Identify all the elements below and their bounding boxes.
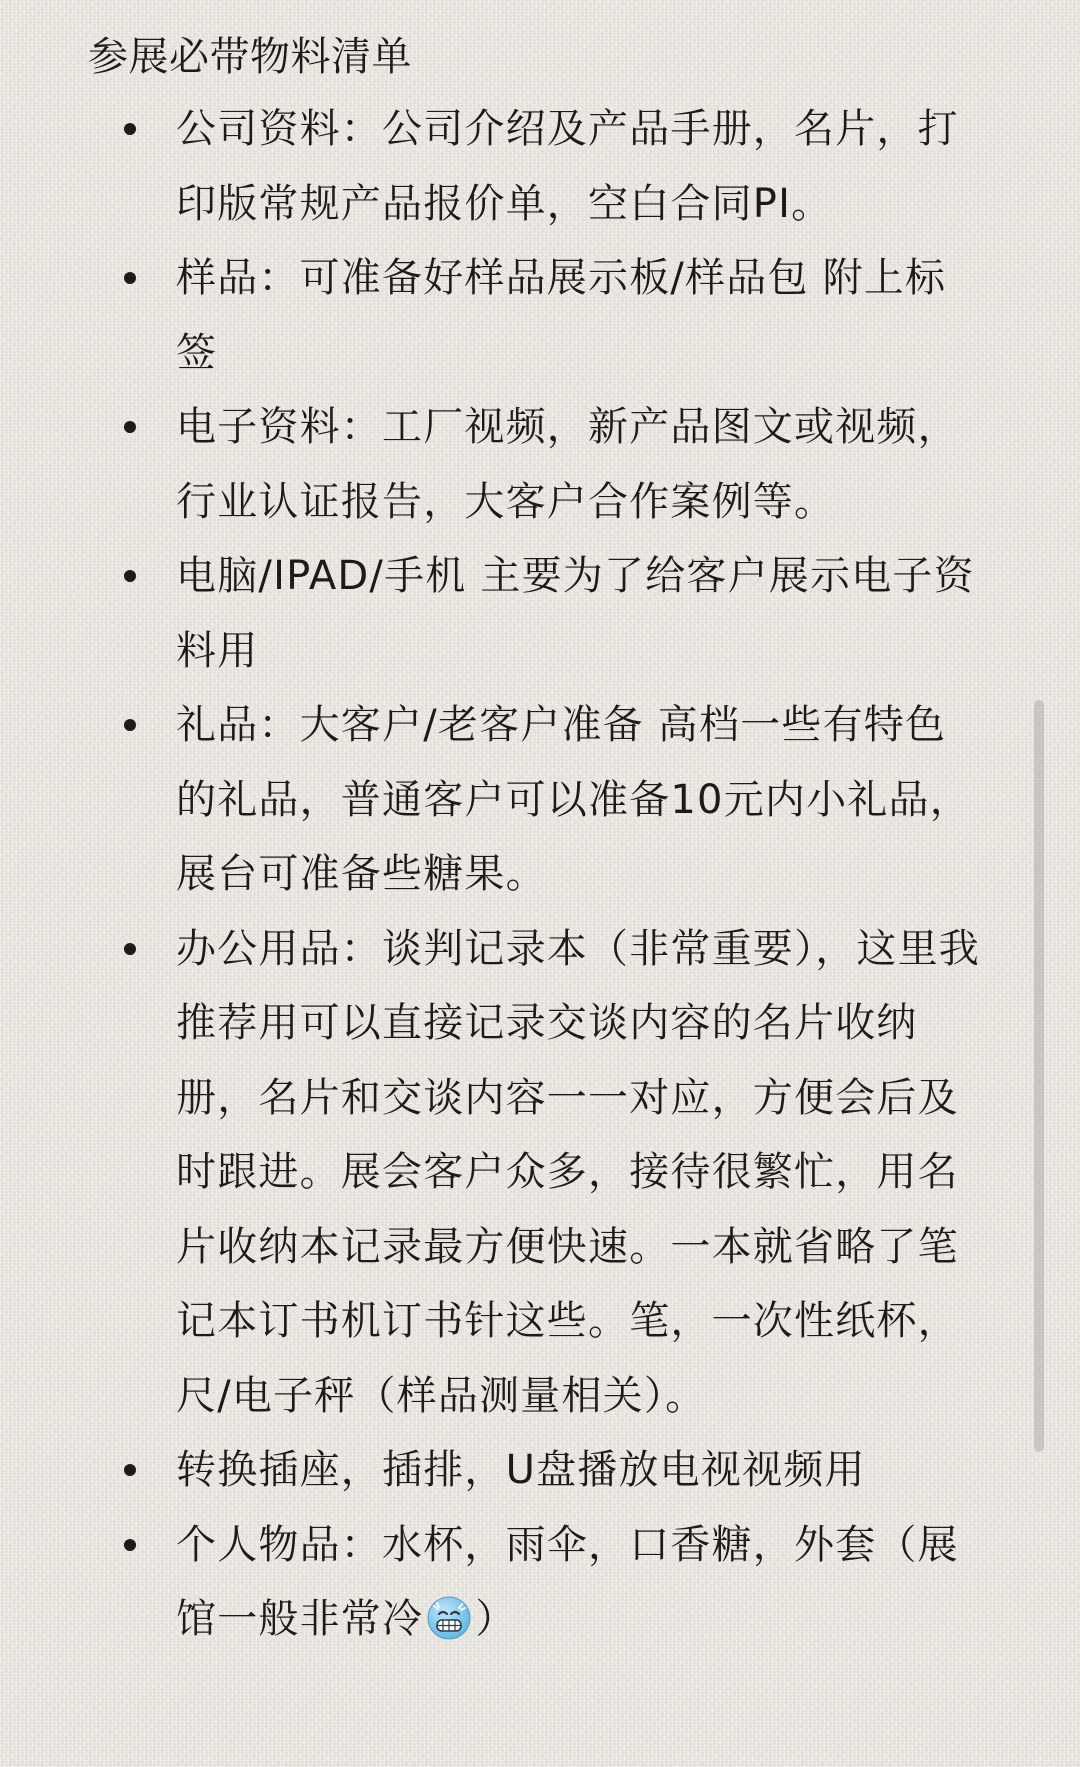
list-item-personal-items bbox=[176, 1508, 985, 1657]
list-item-devices bbox=[176, 539, 985, 688]
list-item-text-end: ） bbox=[475, 1596, 517, 1642]
list-item-company-materials bbox=[176, 92, 985, 241]
scrollbar-thumb[interactable] bbox=[1034, 700, 1044, 1452]
list-item-text: 电子资料：工厂视频，新产品图文或视频，行业认证报告，大客户合作案例等。 bbox=[176, 404, 959, 525]
material-checklist bbox=[88, 92, 985, 1657]
bullet-dot bbox=[124, 719, 136, 731]
list-item-text: 电脑/IPAD/手机 主要为了给客户展示电子资料用 bbox=[176, 553, 975, 674]
cold-face-emoji-icon bbox=[425, 1594, 473, 1642]
bullet-dot bbox=[124, 272, 136, 284]
list-item-text: 办公用品：谈判记录本（非常重要），这里我推荐用可以直接记录交谈内容的名片收纳册，名片和交谈内容一一对应，方便会后及时跟进。展会客户众多，接待很繁忙，用名片收纳本记录最方便快速。一本就省略了笔记本订书机订书针这些。笔，一次性纸杯，尺/电子秤（样品测量相关）。 bbox=[176, 925, 980, 1419]
list-item-text: 公司资料：公司介绍及产品手册，名片，打印版常规产品报价单，空白合同PI。 bbox=[176, 106, 959, 227]
list-item-text: 个人物品：水杯，雨伞，口香糖，外套（展馆一般非常冷 bbox=[176, 1521, 959, 1642]
list-item-text: 转换插座，插排，U盘播放电视视频用 bbox=[176, 1447, 866, 1493]
list-item-samples bbox=[176, 241, 985, 390]
bullet-dot bbox=[124, 123, 136, 135]
list-item-digital-materials bbox=[176, 390, 985, 539]
bullet-dot bbox=[124, 1539, 136, 1551]
list-item-text: 样品：可准备好样品展示板/样品包 附上标签 bbox=[176, 255, 947, 376]
list-item-text: 礼品：大客户/老客户准备 高档一些有特色的礼品，普通客户可以准备10元内小礼品，展台可准备些糖果。 bbox=[176, 702, 971, 897]
list-item-gifts bbox=[176, 688, 985, 912]
list-item-office-supplies bbox=[176, 912, 985, 1434]
bullet-dot bbox=[124, 1464, 136, 1476]
note-title: 参展必带物料清单 bbox=[88, 34, 412, 80]
bullet-dot bbox=[124, 570, 136, 582]
bullet-dot bbox=[124, 421, 136, 433]
bullet-dot bbox=[124, 943, 136, 955]
list-item-power-strip bbox=[176, 1433, 985, 1508]
